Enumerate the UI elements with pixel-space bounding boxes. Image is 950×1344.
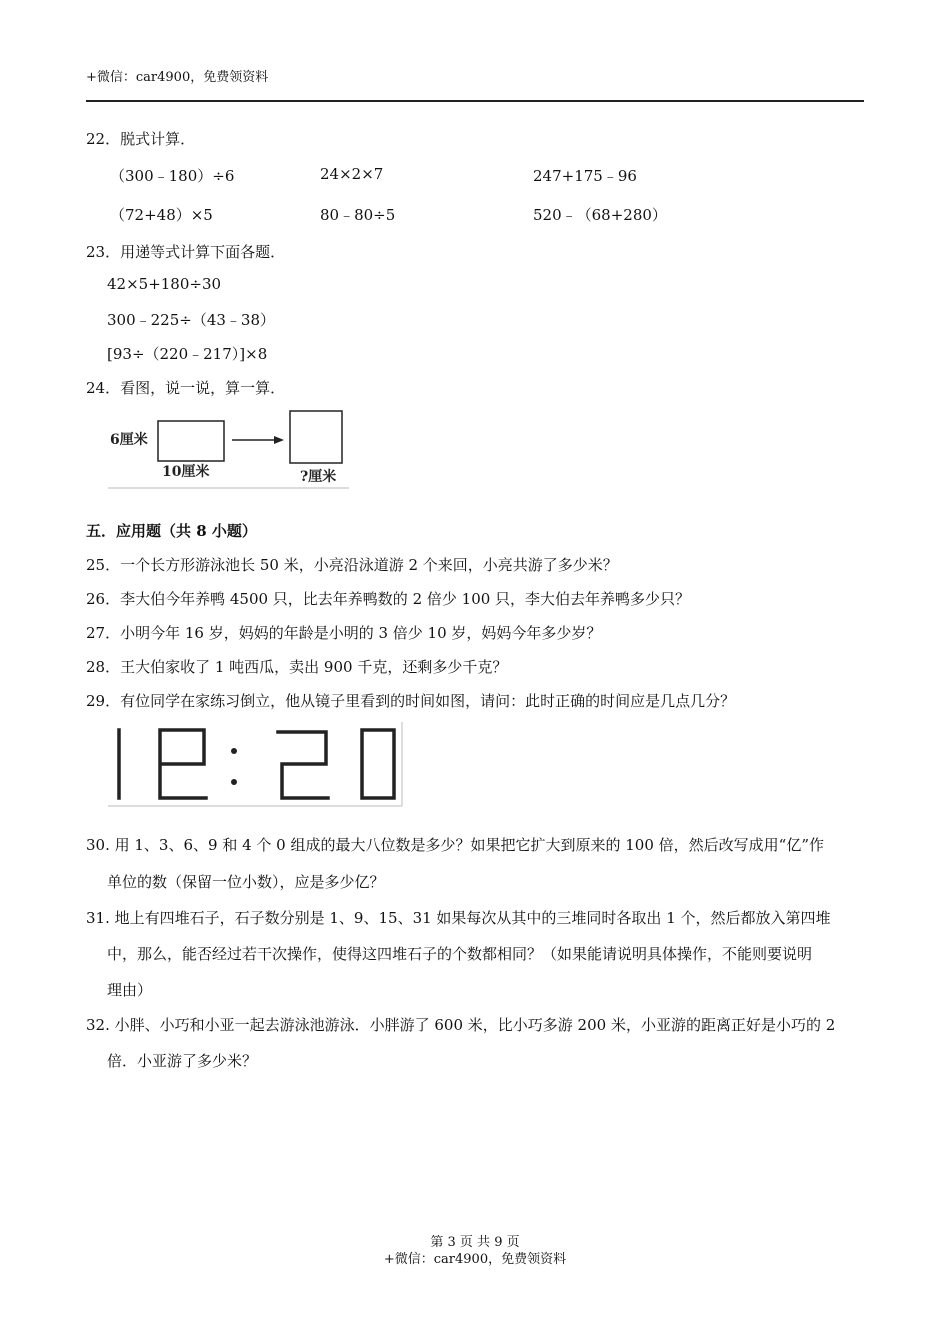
section5-title: 五．应用题（共 8 小题）	[86, 522, 257, 540]
header-rule	[86, 100, 864, 102]
q32-line-1: 32. 小胖、小巧和小亚一起去游泳池游泳．小胖游了 600 米，比小巧多游 200 米，小亚游的距离正好是小巧的 2	[86, 1016, 836, 1034]
q23-title: 23．用递等式计算下面各题．	[86, 243, 286, 261]
q22-item-1: （300﹣180）÷6	[110, 167, 235, 185]
q29-text: 29．有位同学在家练习倒立，他从镜子里看到的时间如图，请问：此时正确的时间应是几点几分？	[86, 692, 736, 710]
footer-watermark: +微信：car4900，免费领资料	[383, 1252, 567, 1267]
page-number: 第 3 页 共 9 页	[430, 1235, 520, 1250]
q23-item-1: 42×5+180÷30	[107, 275, 222, 293]
clock-digit-4	[362, 730, 394, 798]
q23-item-2: 300﹣225÷（43﹣38）	[107, 311, 276, 329]
q32-line-2: 倍．小亚游了多少米？	[107, 1052, 258, 1070]
q28-text: 28．王大伯家收了 1 吨西瓜，卖出 900 千克，还剩多少千克？	[86, 658, 508, 676]
header-watermark: +微信：car4900，免费领资料	[86, 70, 269, 85]
q22-item-2: 24×2×7	[320, 165, 384, 183]
bottom-length-label: 10厘米	[162, 464, 210, 480]
q30-line-1: 30. 用 1、3、6、9 和 4 个 0 组成的最大八位数是多少？如果把它扩大到原来的 100 倍，然后改写成用“亿”作	[86, 836, 824, 854]
clock-colon-bottom	[231, 779, 237, 785]
q22-item-3: 247+175﹣96	[533, 167, 637, 185]
square-side-label: ?厘米	[300, 469, 337, 485]
q22-item-6: 520﹣（68+280）	[533, 206, 667, 224]
q22-title: 22．脱式计算．	[86, 130, 196, 148]
clock-digit-3	[278, 732, 328, 798]
square-shape	[290, 411, 342, 463]
q25-text: 25．一个长方形游泳池长 50 米，小亮沿泳道游 2 个来回，小亮共游了多少米？	[86, 556, 618, 574]
rectangle-shape	[158, 421, 224, 461]
arrow-head-icon	[274, 436, 284, 444]
q27-text: 27．小明今年 16 岁，妈妈的年龄是小明的 3 倍少 10 岁，妈妈今年多少岁？	[86, 624, 602, 642]
q29-clock-figure	[106, 720, 406, 808]
q31-line-1: 31. 地上有四堆石子，石子数分别是 1、9、15、31 如果每次从其中的三堆同时各取出 1 个，然后都放入第四堆	[86, 909, 831, 927]
q31-line-2: 中，那么，能否经过若干次操作，使得这四堆石子的个数都相同？（如果能请说明具体操作，不能则要说明	[107, 945, 813, 963]
q26-text: 26．李大伯今年养鸭 4500 只，比去年养鸭数的 2 倍少 100 只，李大伯去年养鸭多少只？	[86, 590, 691, 608]
q24-title: 24．看图，说一说，算一算．	[86, 379, 286, 397]
q31-line-3: 理由）	[107, 981, 153, 999]
q22-item-5: 80﹣80÷5	[320, 206, 396, 224]
q22-item-4: （72+48）×5	[110, 206, 213, 224]
q23-item-3: [93÷（220﹣217）]×8	[107, 345, 268, 363]
q30-line-2: 单位的数（保留一位小数），应是多少亿？	[107, 873, 385, 891]
clock-digit-2-mirrored	[160, 730, 206, 798]
q24-figure	[106, 404, 351, 490]
clock-colon-top	[231, 748, 237, 754]
left-length-label: 6厘米	[110, 432, 148, 448]
